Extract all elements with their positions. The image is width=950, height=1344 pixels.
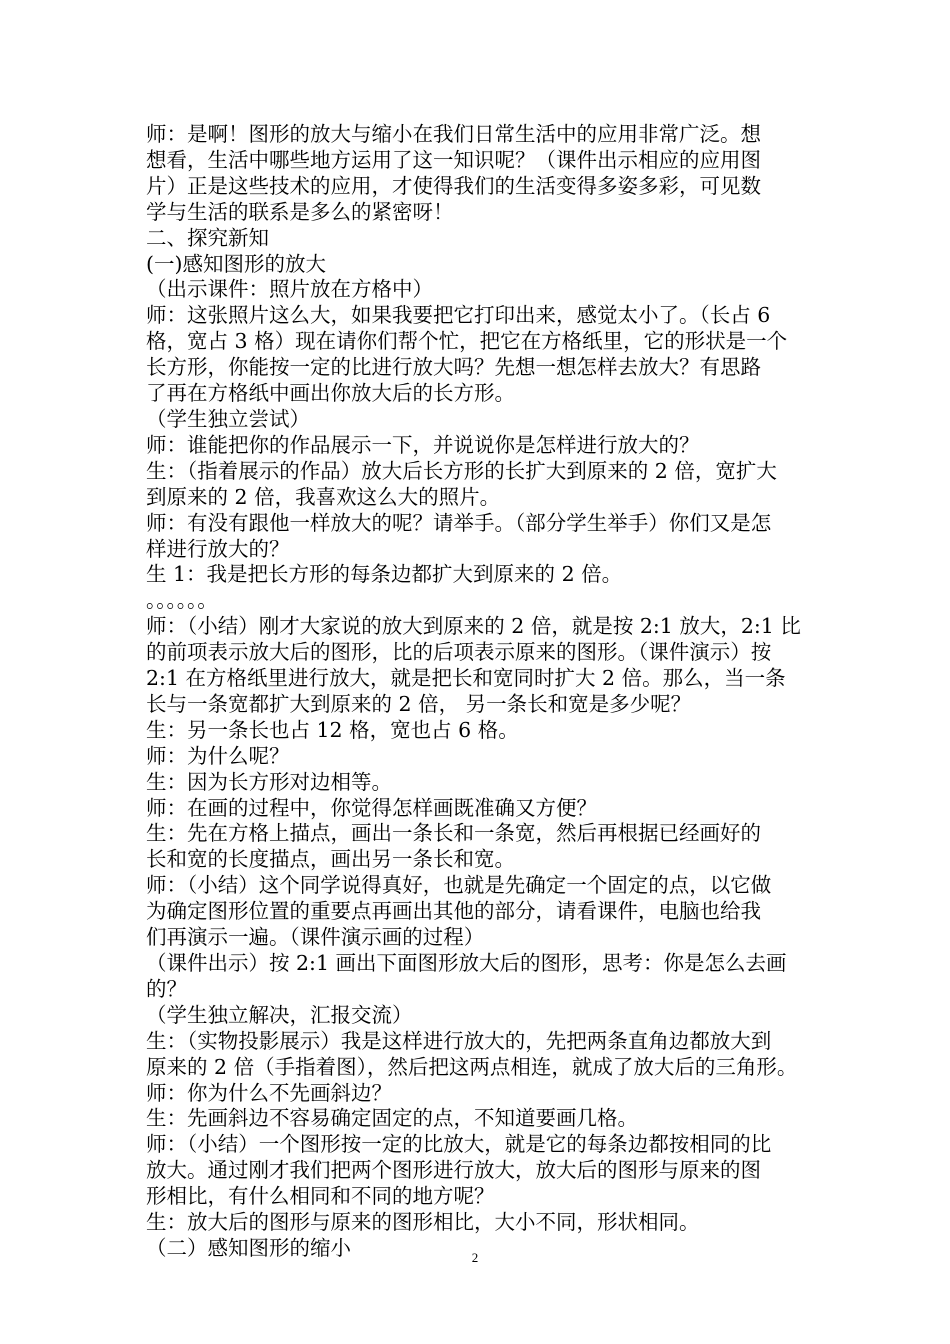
body-text xyxy=(146,122,826,1262)
text-line: 样进行放大的？ xyxy=(146,536,290,561)
text-line: 长方形，你能按一定的比进行放大吗？先想一想怎样去放大？有思路 xyxy=(146,355,761,380)
text-line: 生：放大后的图形与原来的图形相比，大小不同，形状相同。 xyxy=(146,1210,700,1235)
text-line: 师：是啊！图形的放大与缩小在我们日常生活中的应用非常广泛。想 xyxy=(146,122,761,146)
text-line: 二、探究新知 xyxy=(146,225,269,250)
text-line: 生 1：我是把长方形的每条边都扩大到原来的 2 倍。 xyxy=(146,562,623,587)
text-line: 师：在画的过程中，你觉得怎样画既准确又方便？ xyxy=(146,795,597,820)
text-line: 放大。通过刚才我们把两个图形进行放大，放大后的图形与原来的图 xyxy=(146,1158,761,1183)
page-number: 2 xyxy=(471,1250,479,1265)
text-line: 生：先画斜边不容易确定固定的点，不知道要画几格。 xyxy=(146,1106,638,1131)
text-line: 片）正是这些技术的应用，才使得我们的生活变得多姿多彩，可见数 xyxy=(146,173,761,198)
text-line: 2:1 在方格纸里进行放大，就是把长和宽同时扩大 2 倍。那么，当一条 xyxy=(146,666,786,691)
text-line: 师：（小结）这个同学说得真好，也就是先确定一个固定的点，以它做 xyxy=(146,873,772,898)
text-line: 生：另一条长也占 12 格，宽也占 6 格。 xyxy=(146,717,519,742)
text-line: 了再在方格纸中画出你放大后的长方形。 xyxy=(146,381,515,406)
text-line: 。。。。。。 xyxy=(146,588,218,613)
text-line: 的前项表示放大后的图形，比的后项表示原来的图形。（课件演示）按 xyxy=(146,640,772,665)
text-line: 格，宽占 3 格）现在请你们帮个忙，把它在方格纸里，它的形状是一个 xyxy=(146,329,788,354)
text-line: 为确定图形位置的重要点再画出其他的部分，请看课件，电脑也给我 xyxy=(146,899,761,924)
text-line: 师：（小结）一个图形按一定的比放大，就是它的每条边都按相同的比 xyxy=(146,1132,772,1157)
text-line: 形相比，有什么相同和不同的地方呢？ xyxy=(146,1184,495,1209)
text-line: 师：你为什么不先画斜边？ xyxy=(146,1080,392,1105)
text-line: 学与生活的联系是多么的紧密呀！ xyxy=(146,199,454,224)
text-line: （学生独立尝试） xyxy=(146,406,310,431)
text-line: 生：先在方格上描点，画出一条长和一条宽，然后再根据已经画好的 xyxy=(146,821,761,846)
text-line: 师：谁能把你的作品展示一下，并说说你是怎样进行放大的？ xyxy=(146,432,700,457)
text-line: 生：（指着展示的作品）放大后长方形的长扩大到原来的 2 倍，宽扩大 xyxy=(146,458,777,483)
text-line: 师：（小结）刚才大家说的放大到原来的 2 倍，就是按 2:1 放大，2:1 比 xyxy=(146,614,801,639)
text-line: （课件出示）按 2:1 画出下面图形放大后的图形，思考：你是怎么去画 xyxy=(146,951,787,975)
text-line: （出示课件：照片放在方格中） xyxy=(146,277,433,302)
text-line: 生：因为长方形对边相等。 xyxy=(146,769,392,794)
text-line: （二）感知图形的缩小 xyxy=(146,1235,351,1260)
text-line: 的？ xyxy=(146,976,187,1001)
text-line: 到原来的 2 倍，我喜欢这么大的照片。 xyxy=(146,484,501,509)
text-line: (一)感知图形的放大 xyxy=(146,251,326,276)
text-line: （学生独立解决，汇报交流） xyxy=(146,1002,413,1027)
text-line: 原来的 2 倍（手指着图），然后把这两点相连，就成了放大后的三角形。 xyxy=(146,1054,798,1079)
text-line: 师：这张照片这么大，如果我要把它打印出来，感觉太小了。（长占 6 xyxy=(146,303,771,328)
text-line: 长和宽的长度描点，画出另一条长和宽。 xyxy=(146,847,515,872)
text-line: 师：有没有跟他一样放大的呢？请举手。（部分学生举手）你们又是怎 xyxy=(146,510,772,535)
text-line: 生：（实物投影展示）我是这样进行放大的，先把两条直角边都放大到 xyxy=(146,1028,772,1053)
text-line: 想看，生活中哪些地方运用了这一知识呢？（课件出示相应的应用图 xyxy=(146,147,761,172)
text-line: 长与一条宽都扩大到原来的 2 倍， 另一条长和宽是多少呢？ xyxy=(146,691,692,716)
text-line: 师：为什么呢？ xyxy=(146,743,290,768)
text-line: 们再演示一遍。（课件演示画的过程） xyxy=(146,925,485,950)
